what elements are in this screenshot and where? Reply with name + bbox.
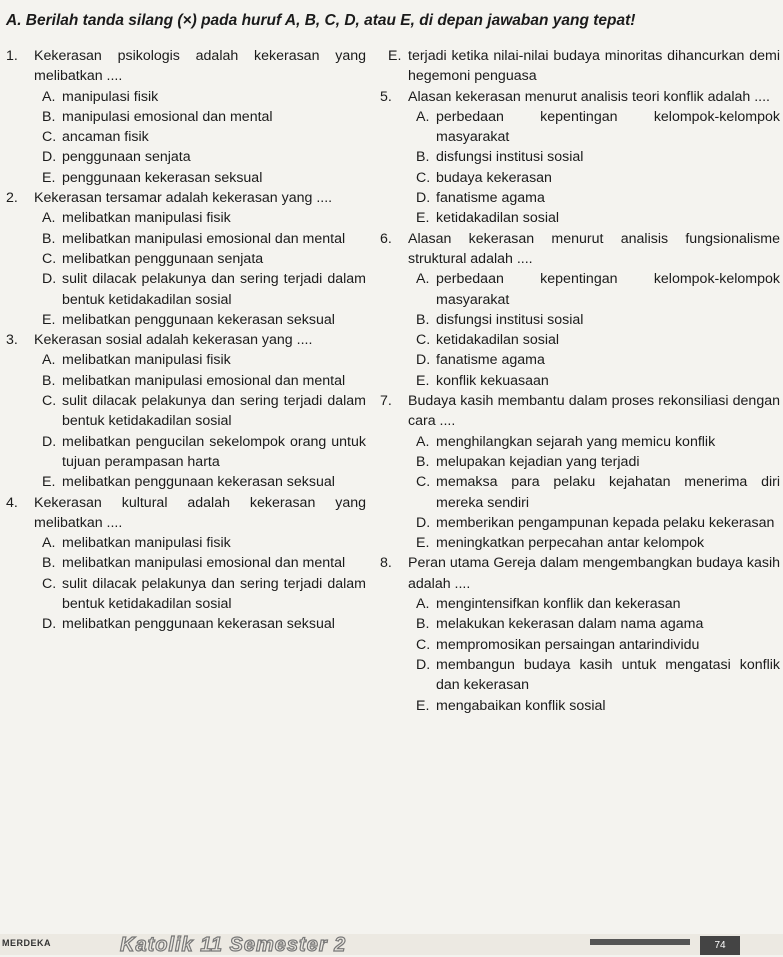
question-7 xyxy=(380,391,780,553)
answer-option[interactable] xyxy=(6,432,366,473)
answer-option[interactable] xyxy=(6,350,366,370)
question-4 xyxy=(6,493,366,635)
answer-option[interactable] xyxy=(380,330,780,350)
question-8 xyxy=(380,553,780,715)
option-letter: B. xyxy=(42,555,56,572)
answer-option[interactable] xyxy=(380,208,780,228)
answer-option[interactable] xyxy=(6,533,366,553)
option-letter: E. xyxy=(42,169,56,186)
answer-option[interactable] xyxy=(6,229,366,249)
answer-option[interactable] xyxy=(380,168,780,188)
answer-option[interactable] xyxy=(6,107,366,127)
answer-option[interactable] xyxy=(6,168,366,188)
option-letter: B. xyxy=(42,108,56,125)
option-letter: B. xyxy=(42,230,56,247)
option-letter: C. xyxy=(416,332,431,349)
answer-option[interactable] xyxy=(380,310,780,330)
answer-option[interactable] xyxy=(380,350,780,370)
option-letter: E. xyxy=(42,311,56,328)
answer-option[interactable] xyxy=(6,472,366,492)
question-stem: Budaya kasih membantu dalam proses rekonsiliasi dengan cara .... xyxy=(408,393,780,430)
option-letter: C. xyxy=(416,636,431,653)
answer-option[interactable] xyxy=(6,553,366,573)
option-text: sulit dilacak pelakunya dan sering terjadi dalam bentuk ketidakadilan sosial xyxy=(62,575,366,613)
option-text: terjadi ketika nilai-nilai budaya minoritas dihancurkan demi hegemoni penguasa xyxy=(408,48,780,85)
question-stem: Alasan kekerasan menurut analisis teori konflik adalah .... xyxy=(408,88,770,105)
option-text: melibatkan pengucilan sekelompok orang untuk tujuan perampasan harta xyxy=(62,433,366,470)
option-text: melibatkan manipulasi fisik xyxy=(62,352,231,369)
option-letter: A. xyxy=(416,108,430,125)
footer-decoration xyxy=(590,939,690,945)
option-letter: A. xyxy=(416,271,430,288)
option-text: melibatkan penggunaan senjata xyxy=(62,250,264,267)
option-letter: D. xyxy=(416,656,431,673)
option-letter: A. xyxy=(42,535,56,552)
question-number: 8. xyxy=(380,555,392,572)
option-letter: D. xyxy=(416,514,431,531)
option-text: melibatkan penggunaan kekerasan seksual xyxy=(62,311,335,328)
answer-option[interactable] xyxy=(380,269,780,310)
option-continued[interactable] xyxy=(380,46,780,87)
question-1 xyxy=(6,46,366,188)
option-letter: D. xyxy=(416,352,431,369)
option-text: memberikan pengampunan kepada pelaku kekerasan xyxy=(436,514,775,531)
question-number: 5. xyxy=(380,88,392,105)
answer-option[interactable] xyxy=(6,249,366,269)
option-text: melibatkan manipulasi emosional dan mental xyxy=(62,230,346,247)
instruction-heading: A. Berilah tanda silang (×) pada huruf A, B, C, D, atau E, di depan jawaban yang tepat! xyxy=(6,12,636,29)
option-letter: C. xyxy=(416,169,431,186)
question-stem: Kekerasan tersamar adalah kekerasan yang .... xyxy=(34,190,333,207)
answer-option[interactable] xyxy=(6,574,366,615)
answer-option[interactable] xyxy=(380,371,780,391)
option-text: manipulasi emosional dan mental xyxy=(62,108,273,125)
answer-option[interactable] xyxy=(380,594,780,614)
option-text: melibatkan penggunaan kekerasan seksual xyxy=(62,616,335,633)
option-letter: B. xyxy=(416,311,430,328)
answer-option[interactable] xyxy=(6,391,366,432)
option-text: melibatkan manipulasi fisik xyxy=(62,210,231,227)
question-stem: Kekerasan kultural adalah kekerasan yang melibatkan .... xyxy=(34,494,366,531)
option-text: konflik kekuasaan xyxy=(436,372,549,389)
question-stem: Peran utama Gereja dalam mengembangkan budaya kasih adalah .... xyxy=(408,555,780,592)
option-letter: D. xyxy=(42,271,57,288)
option-letter: A. xyxy=(42,352,56,369)
answer-option[interactable] xyxy=(6,208,366,228)
option-text: budaya kekerasan xyxy=(436,169,552,186)
option-text: melibatkan manipulasi fisik xyxy=(62,535,231,552)
option-letter: C. xyxy=(42,250,57,267)
option-letter: B. xyxy=(416,149,430,166)
option-text: melibatkan penggunaan kekerasan seksual xyxy=(62,474,335,491)
answer-option[interactable] xyxy=(6,147,366,167)
question-number: 4. xyxy=(6,494,18,511)
footer-series-title: Katolik 11 Semester 2 xyxy=(120,934,347,956)
answer-option[interactable] xyxy=(6,614,366,634)
option-text: mempromosikan persaingan antarindividu xyxy=(436,636,700,653)
option-text: membangun budaya kasih untuk mengatasi konflik dan kekerasan xyxy=(436,656,780,694)
answer-option[interactable] xyxy=(380,472,780,513)
question-stem: Kekerasan sosial adalah kekerasan yang .... xyxy=(34,332,313,349)
option-text: sulit dilacak pelakunya dan sering terjadi dalam bentuk ketidakadilan sosial xyxy=(62,271,366,308)
option-letter: D. xyxy=(42,616,57,633)
option-text: mengabaikan konflik sosial xyxy=(436,697,606,714)
option-letter: C. xyxy=(42,575,57,592)
answer-option[interactable] xyxy=(6,310,366,330)
option-text: perbedaan kepentingan kelompok-kelompok masyarakat xyxy=(436,108,780,146)
option-letter: D. xyxy=(42,433,57,450)
option-text: melupakan kejadian yang terjadi xyxy=(436,453,640,470)
answer-option[interactable] xyxy=(380,452,780,472)
question-number: 7. xyxy=(380,393,392,410)
page-number: 74 xyxy=(700,936,740,955)
answer-option[interactable] xyxy=(6,269,366,310)
right-column xyxy=(380,46,780,716)
option-text: fanatisme agama xyxy=(436,190,545,207)
option-letter: D. xyxy=(416,190,431,207)
option-text: memaksa para pelaku kejahatan menerima diri mereka sendiri xyxy=(436,474,780,511)
answer-option[interactable] xyxy=(380,696,780,716)
option-text: menghilangkan sejarah yang memicu konflik xyxy=(436,433,716,450)
question-stem: Alasan kekerasan menurut analisis fungsionalisme struktural adalah .... xyxy=(408,230,780,267)
option-text: ketidakadilan sosial xyxy=(436,210,560,227)
answer-option[interactable] xyxy=(6,87,366,107)
option-text: fanatisme agama xyxy=(436,352,545,369)
answer-option[interactable] xyxy=(380,614,780,634)
option-text: ketidakadilan sosial xyxy=(436,332,560,349)
option-text: penggunaan senjata xyxy=(62,149,191,166)
answer-option[interactable] xyxy=(6,127,366,147)
option-letter: C. xyxy=(416,474,431,491)
question-number: 1. xyxy=(6,48,18,64)
answer-option[interactable] xyxy=(6,371,366,391)
question-stem: Kekerasan psikologis adalah kekerasan yang melibatkan .... xyxy=(34,48,366,85)
answer-option[interactable] xyxy=(380,432,780,452)
option-letter: C. xyxy=(42,129,57,146)
option-letter: E. xyxy=(416,372,430,389)
option-letter: A. xyxy=(42,210,56,227)
question-6 xyxy=(380,229,780,391)
left-column xyxy=(6,46,366,635)
option-letter: E. xyxy=(42,474,56,491)
answer-option[interactable] xyxy=(380,533,780,553)
option-text: manipulasi fisik xyxy=(62,88,159,105)
question-5 xyxy=(380,87,780,229)
option-letter: E. xyxy=(416,535,430,552)
option-letter: A. xyxy=(416,433,430,450)
option-text: sulit dilacak pelakunya dan sering terjadi dalam bentuk ketidakadilan sosial xyxy=(62,393,366,430)
option-text: melakukan kekerasan dalam nama agama xyxy=(436,616,704,633)
option-text: melibatkan manipulasi emosional dan mental xyxy=(62,555,346,572)
option-text: penggunaan kekerasan seksual xyxy=(62,169,263,186)
option-letter: A. xyxy=(42,88,56,105)
option-letter: B. xyxy=(42,372,56,389)
option-text: melibatkan manipulasi emosional dan mental xyxy=(62,372,346,389)
answer-option[interactable] xyxy=(380,147,780,167)
footer-logo: MERDEKA xyxy=(2,938,52,948)
question-number: 2. xyxy=(6,190,18,207)
page-footer xyxy=(0,934,783,955)
option-letter: E. xyxy=(416,697,430,714)
option-text: ancaman fisik xyxy=(62,129,149,146)
option-letter: D. xyxy=(42,149,57,166)
question-2 xyxy=(6,188,366,330)
option-text: disfungsi institusi sosial xyxy=(436,311,584,328)
question-number: 6. xyxy=(380,230,392,247)
option-letter: E. xyxy=(388,48,402,64)
option-letter: B. xyxy=(416,616,430,633)
option-letter: A. xyxy=(416,596,430,613)
option-letter: B. xyxy=(416,453,430,470)
question-3 xyxy=(6,330,366,492)
answer-option[interactable] xyxy=(380,655,780,696)
option-text: disfungsi institusi sosial xyxy=(436,149,584,166)
option-text: perbedaan kepentingan kelompok-kelompok masyarakat xyxy=(436,271,780,308)
option-letter: E. xyxy=(416,210,430,227)
answer-option[interactable] xyxy=(380,107,780,148)
answer-option[interactable] xyxy=(380,188,780,208)
option-text: mengintensifkan konflik dan kekerasan xyxy=(436,596,681,613)
option-letter: C. xyxy=(42,393,57,410)
option-text: meningkatkan perpecahan antar kelompok xyxy=(436,535,705,552)
answer-option[interactable] xyxy=(380,635,780,655)
answer-option[interactable] xyxy=(380,513,780,533)
question-number: 3. xyxy=(6,332,18,349)
